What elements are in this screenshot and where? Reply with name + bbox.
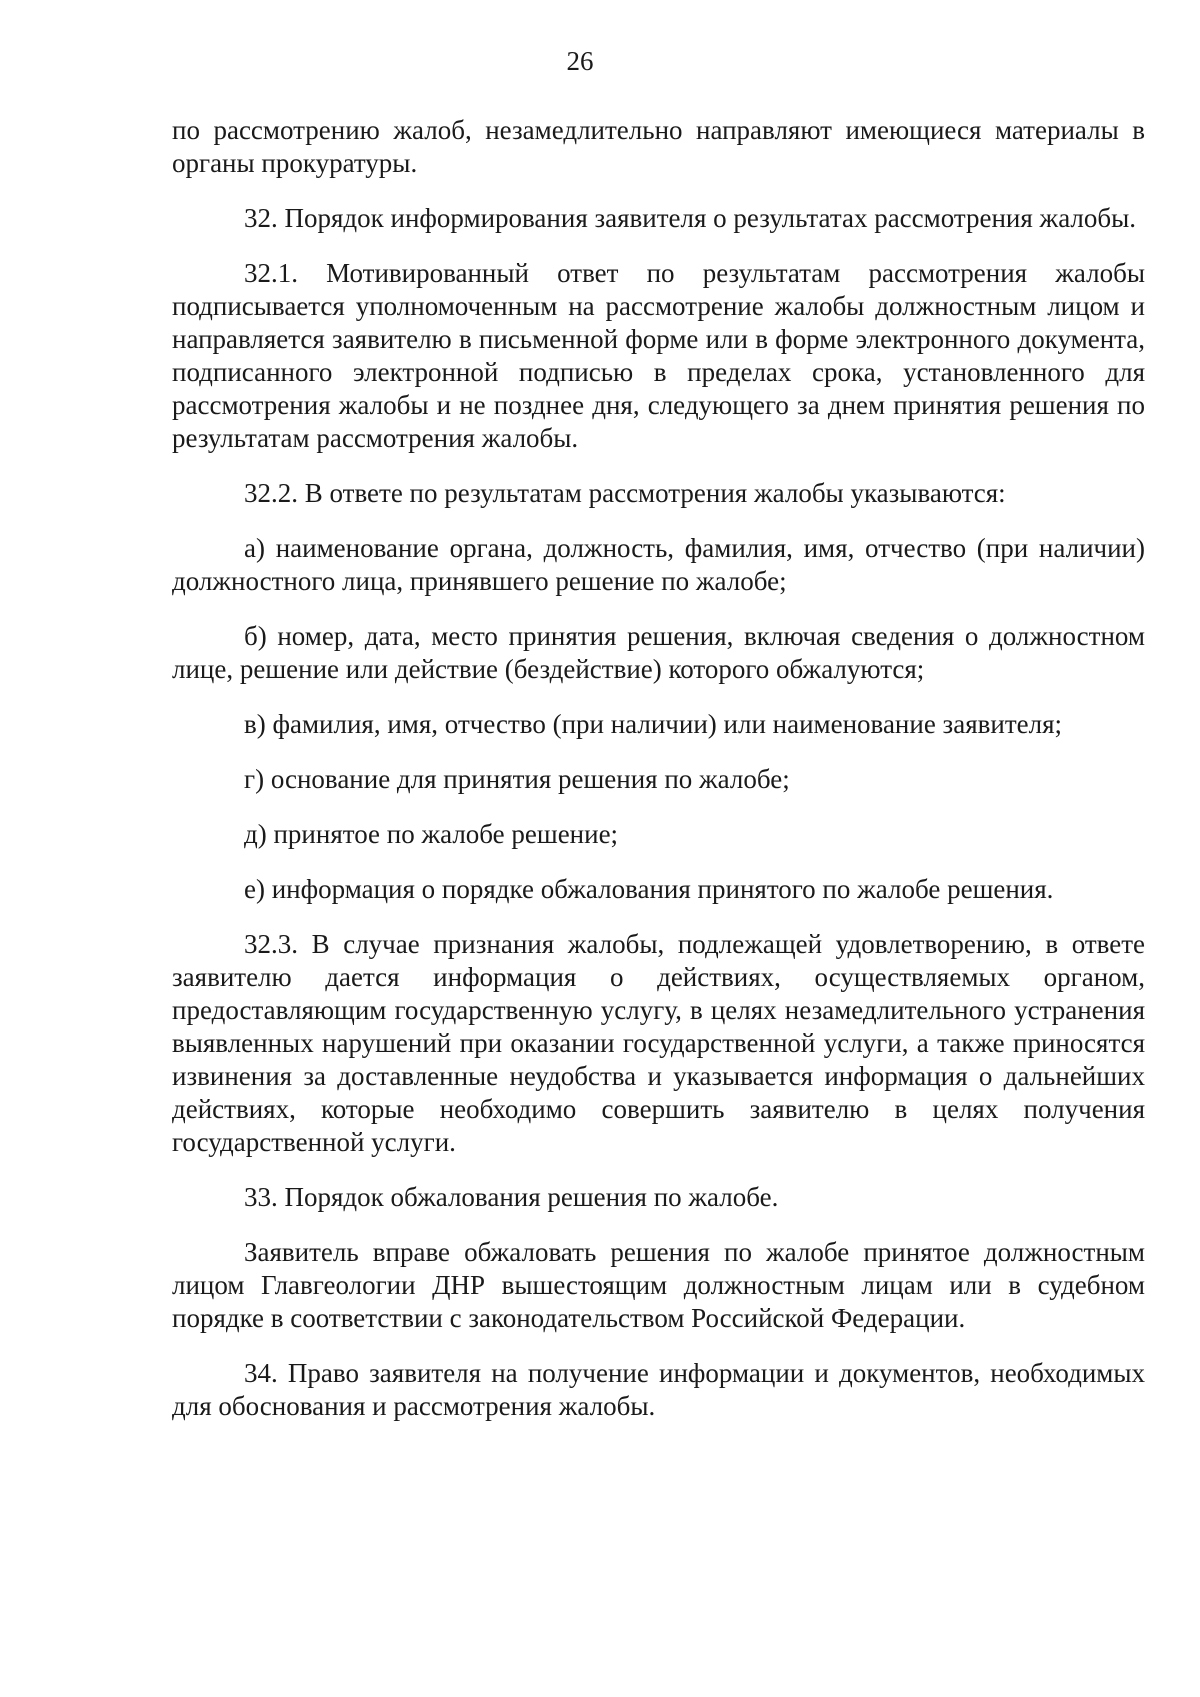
paragraph-32-3: 32.3. В случае признания жалобы, подлежащей удовлетворению, в ответе заявителю дается информация о действиях, осуществляемых органом, предоставляющим государственную услугу, в целях незамедлительного устранения выявленных нарушений при оказании государственной услуги, а также приносятся извинения за доставленные неудобства и указывается информация о дальнейших действиях, которые необходимо совершить заявителю в целях получения государственной услуги. — [172, 929, 1145, 1157]
paragraph-32-heading: 32. Порядок информирования заявителя о результатах рассмотрения жалобы. — [244, 203, 1137, 233]
paragraph-32-1: 32.1. Мотивированный ответ по результатам рассмотрения жалобы подписывается уполномоченным на рассмотрение жалобы должностным лицом и направляется заявителю в письменной форме или в форме электронного документа, подписанного электронной подписью в пределах срока, установленного для рассмотрения жалобы и не позднее дня, следующего за днем принятия решения по результатам рассмотрения жалобы. — [172, 258, 1145, 453]
list-item-g: г) основание для принятия решения по жалобе; — [244, 764, 790, 794]
paragraph-33-heading: 33. Порядок обжалования решения по жалобе. — [244, 1182, 779, 1212]
list-item-b: б) номер, дата, место принятия решения, включая сведения о должностном лице, решение или действие (бездействие) которого обжалуются; — [172, 621, 1145, 684]
paragraph-33-body: Заявитель вправе обжаловать решения по жалобе принятое должностным лицом Главгеологии ДНР вышестоящим должностным лицам или в судебном порядке в соответствии с законодательством Российской Федерации. — [172, 1237, 1145, 1333]
list-item-v: в) фамилия, имя, отчество (при наличии) или наименование заявителя; — [244, 709, 1063, 739]
list-item-e: е) информация о порядке обжалования принятого по жалобе решения. — [244, 874, 1054, 904]
page-number: 26 — [566, 46, 594, 76]
paragraph-34-heading: 34. Право заявителя на получение информации и документов, необходимых для обоснования и рассмотрения жалобы. — [172, 1358, 1145, 1421]
paragraph-32-2: 32.2. В ответе по результатам рассмотрения жалобы указываются: — [244, 478, 1006, 508]
paragraph-continuation: по рассмотрению жалоб, незамедлительно направляют имеющиеся материалы в органы прокуратуры. — [172, 115, 1145, 178]
list-item-a: а) наименование органа, должность, фамилия, имя, отчество (при наличии) должностного лица, принявшего решение по жалобе; — [172, 533, 1145, 596]
document-body — [172, 114, 1145, 1423]
list-item-d: д) принятое по жалобе решение; — [244, 819, 619, 849]
